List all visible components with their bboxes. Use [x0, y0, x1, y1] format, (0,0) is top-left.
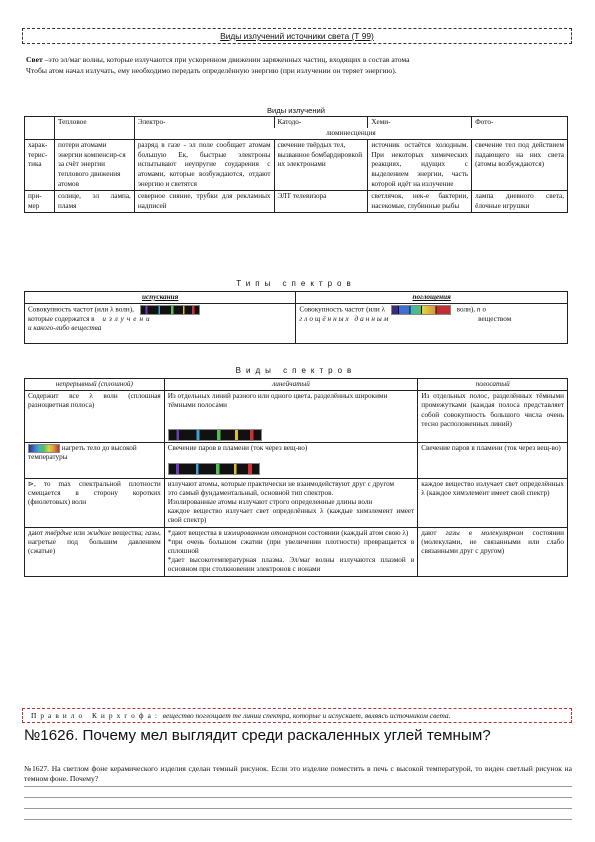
cathodo-example: ЭЛТ телевизора: [274, 191, 368, 213]
absorption-head: поглощения: [296, 292, 568, 304]
spectra-types-table: [24, 291, 568, 344]
emission-def-line2: которые содержатся в излучени: [28, 315, 153, 323]
rule-label: Правило Кирхгофа:: [31, 711, 161, 720]
radiation-corner-cell: [25, 117, 55, 140]
col-cathodo: Катодо-: [274, 117, 368, 129]
band-description: Из отдельных полос, разделённых тёмными промежутками (каждая полоса представляет собой совокупность большого числа очень тесно расположенных линий): [418, 391, 568, 442]
question-1627: №1627. На светлом фоне керамического изделия сделан темный рисунок. Если это изделие поместить в печь с высокой температурой, то виден светлый рисунок на темном фоне. Почему?: [24, 764, 572, 783]
spectra-types-heading: Типы спектров: [236, 279, 356, 288]
page-title: Виды излучений источники света (Т 99): [22, 28, 572, 44]
answer-line-4: [24, 819, 572, 820]
continuous-description: Содержит все λ волн (сплошная разноцветная полоса): [25, 391, 165, 442]
band-nature: каждое вещество излучает свет определённых λ (каждое химэлемент имеет свой спектр): [418, 478, 568, 527]
line-spectrum-image-2: [168, 463, 260, 475]
absorption-spectrum-image: [391, 305, 451, 315]
continuous-wien: ⊳, то max спектральной плотности смещается в сторону коротких (фиолетовых) волн: [25, 478, 165, 527]
radiation-types-table: [24, 106, 568, 213]
intro-definition: –это эл/маг волны, которые излучаются при ускоренном движении заряженных частиц, входящих в состав атома: [42, 55, 410, 64]
continuous-sources: дают твёрдые или жидкие вещества; газы, нагретые под большим давлением (сжатые): [25, 527, 165, 576]
col-electro: Электро-: [134, 117, 274, 129]
absorption-def-line2: глощённых данным веществом: [299, 315, 512, 323]
band-sources: дают газы в молекулярном состоянии (молекулами, не связанными или слабо связанными друг с другом): [418, 527, 568, 576]
line-sources: *дают вещества в изолированном отомарном состоянии (каждый атом свою λ) *при очень большом сжатии (при увеличении плотности) превращается в сплошной *дает высокотемпературная плазма. Эл/маг волны излучаются плазмой в основном при столкновении электронов с ионами: [164, 527, 418, 576]
emission-def-line3: и какого-либо вещества: [28, 324, 102, 332]
line-spectrum-image: [168, 429, 262, 441]
answer-line-3: [24, 808, 572, 809]
electro-characteristic: разряд в газе - эл поле сообщает атомам большую Eк, быстрые электроны испытывают неупругие соударения с атомами, которые возбуждаются, отдают энергию и светятся: [134, 140, 274, 191]
emission-head: испускания: [25, 292, 296, 304]
photo-example: лампа дневного света, ёлочные игрушки: [472, 191, 568, 213]
band-condition: Свечение паров в пламени (ток через вещ-во): [418, 442, 568, 478]
intro-term: Свет: [26, 55, 43, 64]
emission-spectrum-image: [140, 305, 200, 315]
line-nature: излучают атомы, которые практически не взаимодействуют друг с другом это самый фундаментальный, основной тип спектров. Изолированные атомы излучают строго определенные длины волн каждое вещество излучает свет определённых λ (каждые химэлемент имеет свой спектр): [164, 478, 418, 527]
answer-line-1: [24, 786, 572, 787]
electro-example: северное сияние, трубки для рекламных надписей: [134, 191, 274, 213]
emission-def-line1: Совокупность частот (или λ волн),: [28, 305, 292, 315]
rule-text: вещество поглощает те линии спектра, которые и испускает, являясь источником света.: [160, 711, 451, 720]
thermal-characteristic: потери атомами энергии компенсир-ся за счёт энергии теплового движения атомов: [54, 140, 134, 191]
continuous-condition: нагреть тело до высокой температуры: [25, 442, 165, 478]
col-thermal: Тепловое: [54, 117, 134, 140]
col-continuous: непрерывный (сплошной): [25, 379, 165, 391]
intro-note: Чтобы атом начал излучать, ему необходимо передать определённую энергию (при излучении он теряет энергию).: [26, 66, 397, 75]
intro-paragraph: [26, 54, 571, 76]
radiation-heading: Виды излучений: [266, 106, 326, 115]
spectra-kinds-heading: Виды спектров: [235, 366, 357, 375]
chemi-example: светлячок, нек-е бактерии, насекомые, глубинные рыбы: [368, 191, 472, 213]
kirchhoff-rule: [22, 708, 572, 723]
col-chemi: Хеми-: [368, 117, 472, 129]
col-line: линейчатый: [164, 379, 418, 391]
line-condition: Свечение паров в пламени (ток через вещ-во): [164, 442, 418, 478]
spectra-kinds-table: [24, 378, 568, 577]
absorption-def-line1: Совокупность частот (или λ волн), по: [299, 305, 489, 314]
luminescence-label: люминесценция: [134, 128, 567, 140]
continuous-spectrum-image: [28, 444, 60, 453]
row-characteristic-label: харак- терис- тика: [25, 140, 55, 191]
photo-characteristic: свечение тел под действием падающего на них света (атомы возбуждаются): [472, 140, 568, 191]
answer-line-2: [24, 797, 572, 798]
col-photo: Фото-: [472, 117, 568, 129]
question-1626: №1626. Почему мел выглядит среди раскаленных углей темным?: [24, 727, 491, 744]
line-description: Из отдельных линий разного или одного цвета, разделённых широкими тёмными полосами: [164, 391, 418, 442]
thermal-example: солнце, эл лампа, пламя: [54, 191, 134, 213]
row-example-label: при- мер: [25, 191, 55, 213]
cathodo-characteristic: свечение твёрдых тел, вызванное бомбардировкой их электронами: [274, 140, 368, 191]
chemi-characteristic: источник остаётся холодным. При некоторых химических реакциях, идущих с выделением энергии, часть которой идёт на излучение: [368, 140, 472, 191]
col-band: полосатый: [418, 379, 568, 391]
